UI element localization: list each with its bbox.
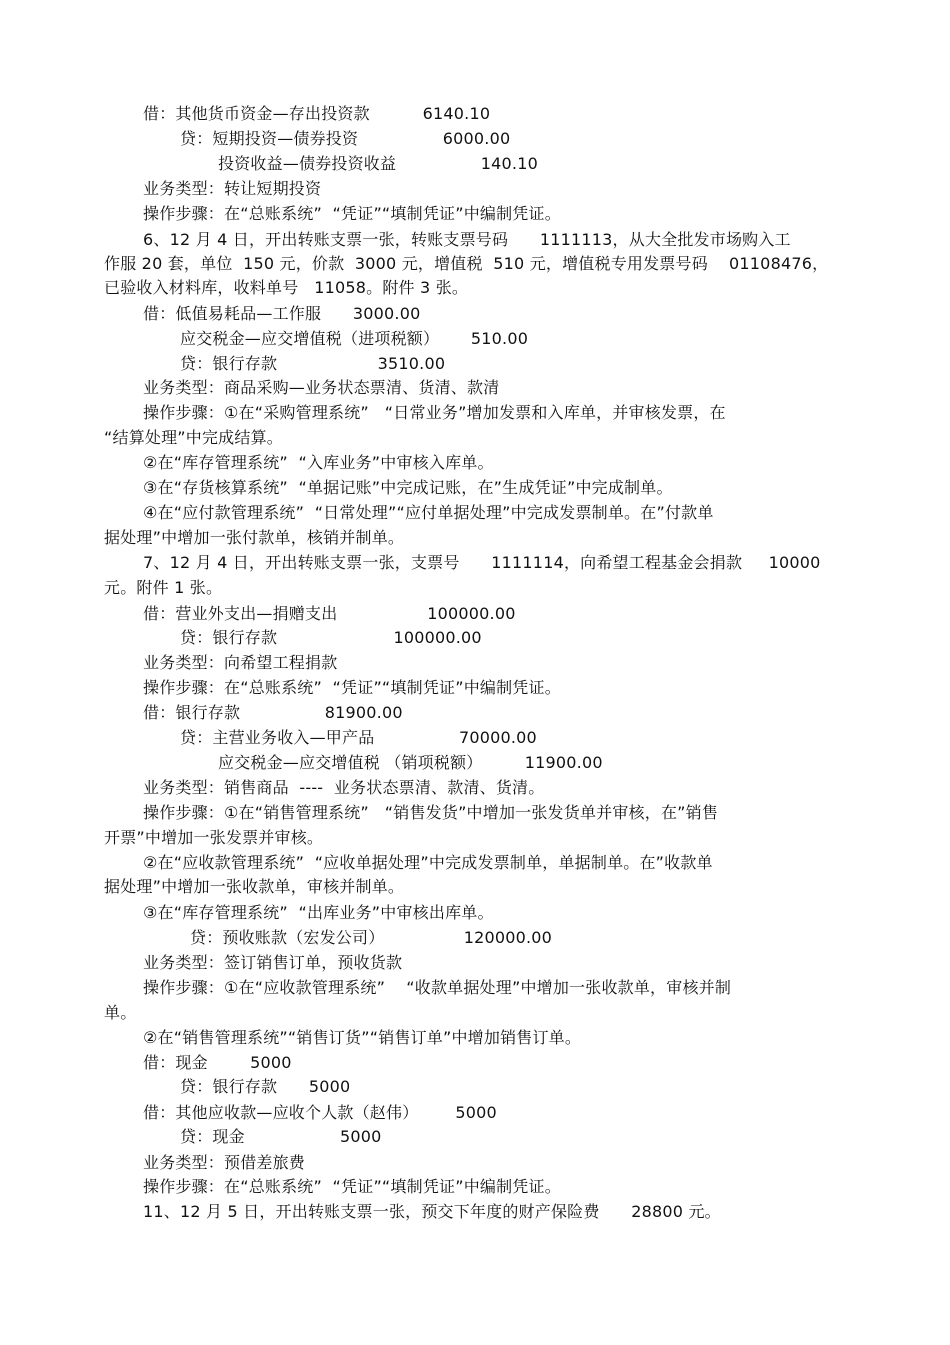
text-line: 据处理”中增加一张付款单，核销并制单。 [104,528,405,547]
text-line: 借：现金 5000 [143,1053,292,1072]
text-line: 贷：现金 5000 [180,1127,382,1146]
text-line: 操作步骤：①在“应收款管理系统” “收款单据处理”中增加一张收款单，审核并制 [143,978,732,997]
text-line: ②在“库存管理系统” “入库业务”中审核入库单。 [143,453,494,472]
text-line: 7、12 月 4 日，开出转账支票一张，支票号 1111114，向希望工程基金会捐款 10000 [143,553,821,572]
text-line: 11、12 月 5 日，开出转账支票一张，预交下年度的财产保险费 28800 元。 [143,1202,721,1221]
text-line: 贷：短期投资—债券投资 6000.00 [180,129,511,148]
text-line: 已验收入材料库，收料单号 11058。附件 3 张。 [104,278,469,297]
text-line: 借：其他货币资金—存出投资款 6140.10 [143,104,491,123]
text-line: 贷：银行存款 5000 [180,1077,351,1096]
text-line: 业务类型：签订销售订单，预收货款 [143,953,403,972]
text-line: 单。 [104,1003,137,1022]
text-line: 贷：预收账款（宏发公司） 120000.00 [190,928,553,947]
text-line: 操作步骤：在“总账系统” “凭证”“填制凭证”中编制凭证。 [143,1177,561,1196]
text-line: 元。附件 1 张。 [104,578,223,597]
text-line: 业务类型：向希望工程捐款 [143,653,338,672]
text-line: 借：营业外支出—捐赠支出 100000.00 [143,604,516,623]
text-line: 投资收益—债券投资收益 140.10 [218,154,538,173]
text-line: 操作步骤：在“总账系统” “凭证”“填制凭证”中编制凭证。 [143,678,561,697]
text-line: 据处理”中增加一张收款单，审核并制单。 [104,877,405,896]
text-line: “结算处理”中完成结算。 [104,428,283,447]
text-line: ④在“应付款管理系统” “日常处理”“应付单据处理”中完成发票制单。在”付款单 [143,503,714,522]
text-line: 操作步骤：在“总账系统” “凭证”“填制凭证”中编制凭证。 [143,204,561,223]
text-line: 作服 20 套，单位 150 元，价款 3000 元，增值税 510 元，增值税专用发票号码 01108476， [104,254,829,273]
text-line: 借：低值易耗品—工作服 3000.00 [143,304,421,323]
text-line: 借：银行存款 81900.00 [143,703,403,722]
text-line: 业务类型：商品采购—业务状态票清、货清、款清 [143,378,500,397]
text-line: 贷：银行存款 3510.00 [180,354,446,373]
text-line: 开票”中增加一张发票并审核。 [104,828,324,847]
text-line: ②在“应收款管理系统” “应收单据处理”中完成发票制单，单据制单。在”收款单 [143,853,713,872]
text-line: 操作步骤：①在“采购管理系统” “日常业务”增加发票和入库单，并审核发票，在 [143,403,726,422]
text-line: 应交税金—应交增值税 （销项税额） 11900.00 [218,753,603,772]
text-line: 业务类型：预借差旅费 [143,1153,306,1172]
text-line: 操作步骤：①在“销售管理系统” “销售发货”中增加一张发货单并审核，在”销售 [143,803,719,822]
text-line: 业务类型：销售商品 ---- 业务状态票清、款清、货清。 [143,778,545,797]
text-line: 应交税金—应交增值税（进项税额） 510.00 [180,329,529,348]
text-line: 6、12 月 4 日，开出转账支票一张，转账支票号码 1111113，从大全批发市场购入工 [143,230,791,249]
text-line: ③在“存货核算系统” “单据记账”中完成记账，在”生成凭证”中完成制单。 [143,478,673,497]
text-line: 业务类型：转让短期投资 [143,179,322,198]
text-line: ③在“库存管理系统” “出库业务”中审核出库单。 [143,903,494,922]
text-line: 贷：主营业务收入—甲产品 70000.00 [180,728,537,747]
text-line: 贷：银行存款 100000.00 [180,628,482,647]
text-line: 借：其他应收款—应收个人款（赵伟） 5000 [143,1103,497,1122]
text-line: ②在“销售管理系统”“销售订货”“销售订单”中增加销售订单。 [143,1028,582,1047]
